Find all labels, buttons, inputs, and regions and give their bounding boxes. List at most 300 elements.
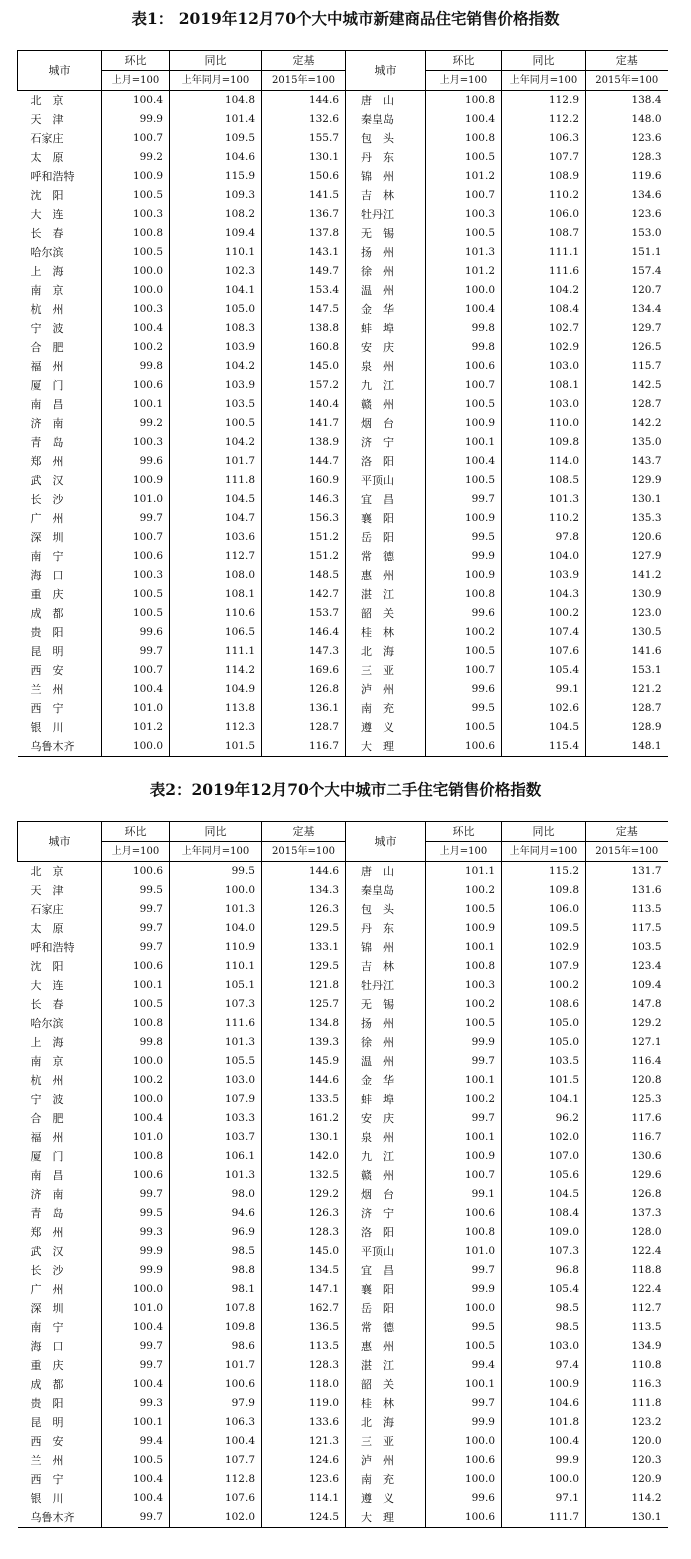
right-yoy-cell: 107.7 <box>502 148 586 167</box>
right-yoy-cell: 101.8 <box>502 1413 586 1432</box>
left-city-cell: 合 肥 <box>30 341 64 354</box>
right-base-cell: 103.5 <box>586 938 668 957</box>
left-mom-cell: 100.1 <box>102 395 170 414</box>
table-row <box>18 1109 668 1128</box>
left-yoy-cell: 99.5 <box>170 862 262 882</box>
header-yoy-sub: 上年同月=100 <box>170 842 262 862</box>
right-yoy-cell: 114.0 <box>502 452 586 471</box>
right-city-cell: 牡丹江 <box>346 205 426 224</box>
left-yoy-cell: 100.6 <box>170 1375 262 1394</box>
table-row <box>18 300 668 319</box>
right-mom-cell: 99.6 <box>426 604 502 623</box>
right-yoy-cell: 104.5 <box>502 718 586 737</box>
right-yoy-cell: 100.2 <box>502 976 586 995</box>
right-base-cell: 116.7 <box>586 1128 668 1147</box>
table-row <box>18 1166 668 1185</box>
right-mom-cell: 100.5 <box>426 1337 502 1356</box>
left-city-cell: 哈尔滨 <box>30 246 64 259</box>
right-base-cell: 123.6 <box>586 129 668 148</box>
right-mom-cell: 100.6 <box>426 1508 502 1528</box>
right-base-cell: 123.4 <box>586 957 668 976</box>
header-city: 城市 <box>346 51 426 91</box>
left-yoy-cell: 101.3 <box>170 900 262 919</box>
left-base-cell: 134.8 <box>262 1014 346 1033</box>
left-yoy-cell: 109.8 <box>170 1318 262 1337</box>
table-row <box>18 585 668 604</box>
left-base-cell: 133.1 <box>262 938 346 957</box>
header-base: 定基 <box>586 51 668 71</box>
left-base-cell: 130.1 <box>262 148 346 167</box>
left-yoy-cell: 101.3 <box>170 1033 262 1052</box>
right-mom-cell: 100.0 <box>426 281 502 300</box>
right-base-cell: 116.3 <box>586 1375 668 1394</box>
right-city-cell: 温 州 <box>346 281 426 300</box>
left-mom-cell: 100.5 <box>102 186 170 205</box>
right-mom-cell: 100.5 <box>426 395 502 414</box>
left-mom-cell: 100.3 <box>102 300 170 319</box>
left-yoy-cell: 103.0 <box>170 1071 262 1090</box>
left-city-cell: 上 海 <box>30 1036 64 1049</box>
left-city-cell: 南 宁 <box>30 550 64 563</box>
left-mom-cell: 100.0 <box>102 281 170 300</box>
table-row <box>18 167 668 186</box>
table-row <box>18 623 668 642</box>
right-base-cell: 130.1 <box>586 490 668 509</box>
right-mom-cell: 99.6 <box>426 1489 502 1508</box>
left-city-cell: 上 海 <box>30 265 64 278</box>
right-mom-cell: 100.6 <box>426 737 502 757</box>
right-city-cell: 洛 阳 <box>346 452 426 471</box>
right-yoy-cell: 104.0 <box>502 547 586 566</box>
left-mom-cell: 101.2 <box>102 718 170 737</box>
table-row <box>18 1147 668 1166</box>
table-row <box>18 957 668 976</box>
right-city-cell: 常 德 <box>346 547 426 566</box>
left-base-cell: 134.3 <box>262 881 346 900</box>
left-yoy-cell: 102.0 <box>170 1508 262 1528</box>
left-mom-cell: 99.7 <box>102 1185 170 1204</box>
right-mom-cell: 99.5 <box>426 699 502 718</box>
left-yoy-cell: 106.1 <box>170 1147 262 1166</box>
left-city-cell: 武 汉 <box>30 1245 64 1258</box>
left-base-cell: 156.3 <box>262 509 346 528</box>
left-city-cell: 昆 明 <box>30 645 64 658</box>
left-base-cell: 141.5 <box>262 186 346 205</box>
left-city-cell: 乌鲁木齐 <box>30 740 75 753</box>
right-city-cell: 岳 阳 <box>346 528 426 547</box>
left-city-cell: 福 州 <box>30 1131 64 1144</box>
right-mom-cell: 99.9 <box>426 1413 502 1432</box>
table-row <box>18 680 668 699</box>
right-city-cell: 吉 林 <box>346 186 426 205</box>
right-base-cell: 142.2 <box>586 414 668 433</box>
right-city-cell: 岳 阳 <box>346 1299 426 1318</box>
left-base-cell: 129.5 <box>262 957 346 976</box>
table-row <box>18 1014 668 1033</box>
right-base-cell: 147.8 <box>586 995 668 1014</box>
right-city-cell: 惠 州 <box>346 566 426 585</box>
right-city-cell: 包 头 <box>346 129 426 148</box>
table-row <box>18 1489 668 1508</box>
right-base-cell: 127.1 <box>586 1033 668 1052</box>
left-yoy-cell: 104.5 <box>170 490 262 509</box>
right-base-cell: 134.6 <box>586 186 668 205</box>
right-yoy-cell: 102.6 <box>502 699 586 718</box>
left-yoy-cell: 107.7 <box>170 1451 262 1470</box>
left-base-cell: 119.0 <box>262 1394 346 1413</box>
left-city-cell: 西 安 <box>30 664 64 677</box>
left-mom-cell: 100.7 <box>102 661 170 680</box>
right-base-cell: 143.7 <box>586 452 668 471</box>
right-yoy-cell: 102.9 <box>502 938 586 957</box>
left-base-cell: 129.2 <box>262 1185 346 1204</box>
right-base-cell: 110.8 <box>586 1356 668 1375</box>
left-yoy-cell: 101.4 <box>170 110 262 129</box>
left-city-cell: 青 岛 <box>30 1207 64 1220</box>
right-mom-cell: 99.9 <box>426 1033 502 1052</box>
right-yoy-cell: 108.4 <box>502 1204 586 1223</box>
left-city-cell: 大 连 <box>30 979 64 992</box>
left-mom-cell: 99.7 <box>102 1337 170 1356</box>
table-row <box>18 528 668 547</box>
left-base-cell: 126.8 <box>262 680 346 699</box>
left-base-cell: 126.3 <box>262 1204 346 1223</box>
table-row <box>18 661 668 680</box>
right-base-cell: 114.2 <box>586 1489 668 1508</box>
right-mom-cell: 100.1 <box>426 938 502 957</box>
left-base-cell: 144.6 <box>262 1071 346 1090</box>
left-base-cell: 136.1 <box>262 699 346 718</box>
right-base-cell: 134.9 <box>586 1337 668 1356</box>
right-base-cell: 126.5 <box>586 338 668 357</box>
left-yoy-cell: 103.7 <box>170 1128 262 1147</box>
right-base-cell: 128.7 <box>586 699 668 718</box>
right-base-cell: 123.2 <box>586 1413 668 1432</box>
left-base-cell: 155.7 <box>262 129 346 148</box>
right-city-cell: 济 宁 <box>346 1204 426 1223</box>
table2-title: 表2：2019年12月70个大中城市二手住宅销售价格指数 <box>149 780 542 799</box>
right-mom-cell: 100.3 <box>426 976 502 995</box>
left-city-cell: 深 圳 <box>30 531 64 544</box>
header-city: 城市 <box>18 51 102 91</box>
right-yoy-cell: 105.4 <box>502 661 586 680</box>
table-row <box>18 718 668 737</box>
left-base-cell: 123.6 <box>262 1470 346 1489</box>
right-base-cell: 122.4 <box>586 1280 668 1299</box>
right-yoy-cell: 106.0 <box>502 205 586 224</box>
right-yoy-cell: 99.1 <box>502 680 586 699</box>
right-yoy-cell: 105.4 <box>502 1280 586 1299</box>
left-city-cell: 福 州 <box>30 360 64 373</box>
left-yoy-cell: 109.5 <box>170 129 262 148</box>
right-mom-cell: 100.6 <box>426 1204 502 1223</box>
left-city-cell: 广 州 <box>30 512 64 525</box>
right-base-cell: 131.7 <box>586 862 668 882</box>
left-mom-cell: 100.4 <box>102 319 170 338</box>
left-mom-cell: 100.5 <box>102 585 170 604</box>
table-row <box>18 881 668 900</box>
right-yoy-cell: 109.0 <box>502 1223 586 1242</box>
right-city-cell: 无 锡 <box>346 995 426 1014</box>
table1-body <box>18 91 668 757</box>
left-base-cell: 124.5 <box>262 1508 346 1528</box>
right-city-cell: 桂 林 <box>346 1394 426 1413</box>
right-yoy-cell: 103.9 <box>502 566 586 585</box>
left-mom-cell: 99.6 <box>102 452 170 471</box>
table-row <box>18 1470 668 1489</box>
right-mom-cell: 100.9 <box>426 509 502 528</box>
right-mom-cell: 99.8 <box>426 338 502 357</box>
left-base-cell: 121.8 <box>262 976 346 995</box>
right-yoy-cell: 102.0 <box>502 1128 586 1147</box>
right-mom-cell: 100.8 <box>426 91 502 111</box>
table-row <box>18 1356 668 1375</box>
header-city: 城市 <box>346 822 426 862</box>
right-base-cell: 120.6 <box>586 528 668 547</box>
right-city-cell: 赣 州 <box>346 395 426 414</box>
left-mom-cell: 100.0 <box>102 737 170 757</box>
left-base-cell: 124.6 <box>262 1451 346 1470</box>
left-yoy-cell: 106.3 <box>170 1413 262 1432</box>
table-row <box>18 433 668 452</box>
right-city-cell: 扬 州 <box>346 243 426 262</box>
left-city-cell: 银 川 <box>30 721 64 734</box>
right-yoy-cell: 99.9 <box>502 1451 586 1470</box>
table2-second-hand-housing-price-index <box>17 821 668 1528</box>
left-mom-cell: 99.3 <box>102 1223 170 1242</box>
left-yoy-cell: 110.6 <box>170 604 262 623</box>
right-mom-cell: 100.2 <box>426 995 502 1014</box>
left-base-cell: 133.6 <box>262 1413 346 1432</box>
table-row <box>18 1299 668 1318</box>
right-base-cell: 116.4 <box>586 1052 668 1071</box>
table-row <box>18 1242 668 1261</box>
right-yoy-cell: 110.2 <box>502 509 586 528</box>
left-mom-cell: 99.8 <box>102 1033 170 1052</box>
right-city-cell: 唐 山 <box>346 91 426 111</box>
right-city-cell: 三 亚 <box>346 1432 426 1451</box>
left-mom-cell: 100.4 <box>102 680 170 699</box>
header-base: 定基 <box>262 822 346 842</box>
left-base-cell: 139.3 <box>262 1033 346 1052</box>
right-yoy-cell: 112.9 <box>502 91 586 111</box>
left-base-cell: 147.5 <box>262 300 346 319</box>
left-city-cell: 重 庆 <box>30 588 64 601</box>
left-yoy-cell: 101.7 <box>170 1356 262 1375</box>
header-base: 定基 <box>586 822 668 842</box>
right-mom-cell: 100.7 <box>426 1166 502 1185</box>
right-mom-cell: 99.6 <box>426 680 502 699</box>
left-yoy-cell: 103.9 <box>170 376 262 395</box>
right-base-cell: 157.4 <box>586 262 668 281</box>
left-yoy-cell: 107.3 <box>170 995 262 1014</box>
right-yoy-cell: 107.3 <box>502 1242 586 1261</box>
right-yoy-cell: 104.3 <box>502 585 586 604</box>
left-city-cell: 大 连 <box>30 208 64 221</box>
right-city-cell: 南 充 <box>346 1470 426 1489</box>
left-yoy-cell: 104.2 <box>170 357 262 376</box>
left-city-cell: 青 岛 <box>30 436 64 449</box>
header-mom: 环比 <box>102 51 170 71</box>
right-yoy-cell: 106.3 <box>502 129 586 148</box>
right-mom-cell: 99.7 <box>426 1394 502 1413</box>
left-mom-cell: 100.4 <box>102 1109 170 1128</box>
left-city-cell: 石家庄 <box>30 903 64 916</box>
right-mom-cell: 100.0 <box>426 1432 502 1451</box>
right-city-cell: 泸 州 <box>346 680 426 699</box>
right-city-cell: 泉 州 <box>346 357 426 376</box>
left-yoy-cell: 113.8 <box>170 699 262 718</box>
left-yoy-cell: 105.1 <box>170 976 262 995</box>
table-row <box>18 1261 668 1280</box>
table-row <box>18 1508 668 1528</box>
right-mom-cell: 101.2 <box>426 167 502 186</box>
right-mom-cell: 100.9 <box>426 566 502 585</box>
left-yoy-cell: 111.1 <box>170 642 262 661</box>
right-yoy-cell: 102.7 <box>502 319 586 338</box>
right-mom-cell: 100.9 <box>426 1147 502 1166</box>
left-city-cell: 西 安 <box>30 1435 64 1448</box>
right-mom-cell: 100.4 <box>426 300 502 319</box>
left-yoy-cell: 104.0 <box>170 919 262 938</box>
table-row <box>18 1033 668 1052</box>
right-base-cell: 153.1 <box>586 661 668 680</box>
left-base-cell: 128.7 <box>262 718 346 737</box>
table-row <box>18 338 668 357</box>
right-mom-cell: 99.9 <box>426 547 502 566</box>
table-row <box>18 1052 668 1071</box>
right-city-cell: 宜 昌 <box>346 1261 426 1280</box>
right-mom-cell: 100.6 <box>426 1451 502 1470</box>
left-base-cell: 118.0 <box>262 1375 346 1394</box>
header-mom-sub: 上月=100 <box>426 71 502 91</box>
right-yoy-cell: 100.0 <box>502 1470 586 1489</box>
left-mom-cell: 100.4 <box>102 1375 170 1394</box>
left-mom-cell: 100.7 <box>102 129 170 148</box>
right-yoy-cell: 100.2 <box>502 604 586 623</box>
header-mom: 环比 <box>102 822 170 842</box>
right-yoy-cell: 98.5 <box>502 1299 586 1318</box>
left-yoy-cell: 108.2 <box>170 205 262 224</box>
left-base-cell: 147.1 <box>262 1280 346 1299</box>
right-base-cell: 128.9 <box>586 718 668 737</box>
left-yoy-cell: 114.2 <box>170 661 262 680</box>
table-row <box>18 509 668 528</box>
right-mom-cell: 99.7 <box>426 1261 502 1280</box>
right-mom-cell: 99.4 <box>426 1356 502 1375</box>
left-city-cell: 广 州 <box>30 1283 64 1296</box>
left-mom-cell: 101.0 <box>102 1128 170 1147</box>
left-mom-cell: 100.5 <box>102 1451 170 1470</box>
right-mom-cell: 100.5 <box>426 718 502 737</box>
left-city-cell: 贵 阳 <box>30 1397 64 1410</box>
left-base-cell: 147.3 <box>262 642 346 661</box>
left-yoy-cell: 103.9 <box>170 338 262 357</box>
left-mom-cell: 100.6 <box>102 1166 170 1185</box>
right-yoy-cell: 115.4 <box>502 737 586 757</box>
left-mom-cell: 101.0 <box>102 1299 170 1318</box>
table-row <box>18 976 668 995</box>
left-mom-cell: 100.1 <box>102 1413 170 1432</box>
left-yoy-cell: 107.9 <box>170 1090 262 1109</box>
left-mom-cell: 100.2 <box>102 338 170 357</box>
right-yoy-cell: 105.6 <box>502 1166 586 1185</box>
left-yoy-cell: 102.3 <box>170 262 262 281</box>
right-city-cell: 北 海 <box>346 642 426 661</box>
table-row <box>18 1318 668 1337</box>
right-mom-cell: 100.4 <box>426 452 502 471</box>
table-row <box>18 1128 668 1147</box>
left-yoy-cell: 110.9 <box>170 938 262 957</box>
left-yoy-cell: 109.4 <box>170 224 262 243</box>
right-mom-cell: 100.0 <box>426 1470 502 1489</box>
right-base-cell: 128.0 <box>586 1223 668 1242</box>
right-base-cell: 119.6 <box>586 167 668 186</box>
left-mom-cell: 100.6 <box>102 547 170 566</box>
left-yoy-cell: 112.8 <box>170 1470 262 1489</box>
left-mom-cell: 99.7 <box>102 1508 170 1528</box>
right-city-cell: 金 华 <box>346 300 426 319</box>
right-mom-cell: 100.6 <box>426 357 502 376</box>
left-base-cell: 160.9 <box>262 471 346 490</box>
right-mom-cell: 100.8 <box>426 957 502 976</box>
right-mom-cell: 100.0 <box>426 1299 502 1318</box>
left-yoy-cell: 101.5 <box>170 737 262 757</box>
right-city-cell: 泉 州 <box>346 1128 426 1147</box>
right-base-cell: 117.5 <box>586 919 668 938</box>
right-base-cell: 126.8 <box>586 1185 668 1204</box>
right-base-cell: 111.8 <box>586 1394 668 1413</box>
right-city-cell: 南 充 <box>346 699 426 718</box>
header-yoy: 同比 <box>170 822 262 842</box>
right-mom-cell: 100.2 <box>426 623 502 642</box>
left-city-cell: 西 宁 <box>30 1473 64 1486</box>
right-city-cell: 包 头 <box>346 900 426 919</box>
left-base-cell: 121.3 <box>262 1432 346 1451</box>
left-city-cell: 南 昌 <box>30 398 64 411</box>
left-base-cell: 134.5 <box>262 1261 346 1280</box>
right-mom-cell: 101.3 <box>426 243 502 262</box>
right-base-cell: 138.4 <box>586 91 668 111</box>
left-base-cell: 153.4 <box>262 281 346 300</box>
right-yoy-cell: 112.2 <box>502 110 586 129</box>
left-city-cell: 郑 州 <box>30 1226 64 1239</box>
right-city-cell: 襄 阳 <box>346 509 426 528</box>
right-mom-cell: 101.0 <box>426 1242 502 1261</box>
right-base-cell: 148.1 <box>586 737 668 757</box>
left-base-cell: 132.6 <box>262 110 346 129</box>
left-yoy-cell: 104.2 <box>170 433 262 452</box>
table-row <box>18 414 668 433</box>
table-row <box>18 1451 668 1470</box>
left-base-cell: 144.6 <box>262 862 346 882</box>
right-base-cell: 122.4 <box>586 1242 668 1261</box>
table-row <box>18 547 668 566</box>
right-yoy-cell: 103.5 <box>502 1052 586 1071</box>
right-city-cell: 韶 关 <box>346 1375 426 1394</box>
right-yoy-cell: 104.5 <box>502 1185 586 1204</box>
right-yoy-cell: 107.0 <box>502 1147 586 1166</box>
right-yoy-cell: 100.9 <box>502 1375 586 1394</box>
left-city-cell: 北 京 <box>30 94 64 107</box>
left-mom-cell: 99.9 <box>102 1261 170 1280</box>
header-yoy-sub: 上年同月=100 <box>170 71 262 91</box>
right-city-cell: 金 华 <box>346 1071 426 1090</box>
table-row <box>18 1185 668 1204</box>
left-city-cell: 宁 波 <box>30 1093 64 1106</box>
left-base-cell: 146.4 <box>262 623 346 642</box>
left-city-cell: 太 原 <box>30 151 64 164</box>
